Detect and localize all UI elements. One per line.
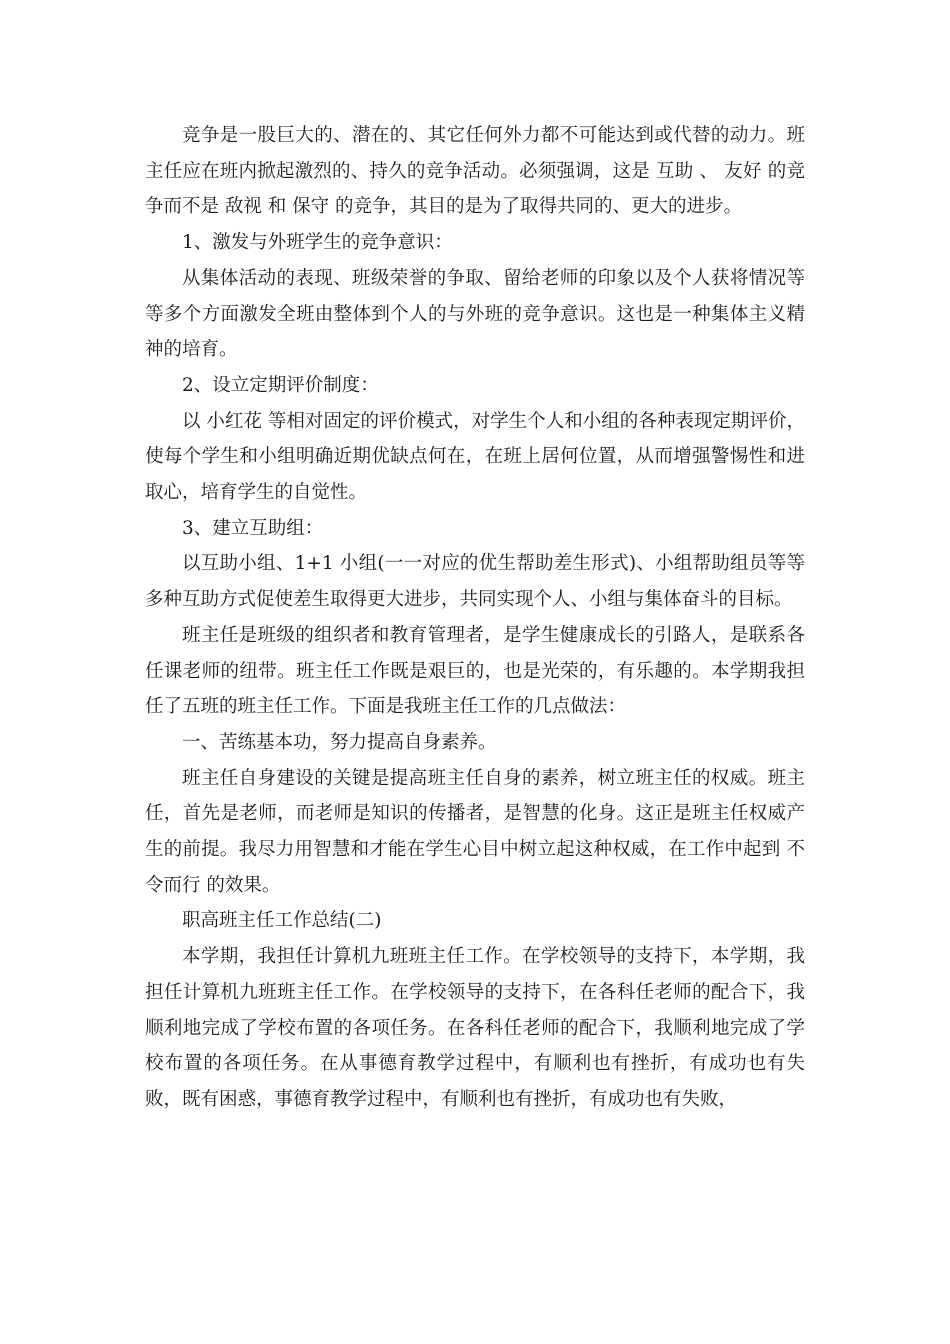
heading-periodic-evaluation: 2、设立定期评价制度： <box>182 374 379 396</box>
heading-mutual-aid-groups: 3、建立互助组： <box>182 517 324 539</box>
paragraph-mutual-aid-groups: 以互助小组、1+1 小组(一一对应的优生帮助差生形式)、小组帮助组员等等多种互助方式促使差生取得更大进步，共同实现个人、小组与集体奋斗的目标。 <box>145 553 805 611</box>
paragraph-competition-intro: 竞争是一股巨大的、潜在的、其它任何外力都不可能达到或代替的动力。班主任应在班内掀起激烈的、持久的竞争活动。必须强调，这是 互助 、 友好 的竞争而不是 敌视 和 保守 的竞争，其目的是为了取得共同的、更大的进步。 <box>145 125 805 218</box>
paragraph-head-teacher-role: 班主任是班级的组织者和教育管理者，是学生健康成长的引路人，是联系各任课老师的纽带。班主任工作既是艰巨的，也是光荣的，有乐趣的。本学期我担任了五班的班主任工作。下面是我班主任工作的几点做法： <box>145 624 805 718</box>
paragraph-summary-two: 本学期，我担任计算机九班班主任工作。在学校领导的支持下，本学期，我担任计算机九班班主任工作。在学校领导的支持下，在各科任老师的配合下，我顺利地完成了学校布置的各项任务。在各科任老师的配合下，我顺利地完成了学校布置的各项任务。在从事德育教学过程中，有顺利也有挫折，有成功也有失败，既有困惑，事德育教学过程中，有顺利也有挫折，有成功也有失败， <box>145 946 805 1110</box>
heading-basic-skills: 一、苦练基本功，努力提高自身素养。 <box>182 731 497 753</box>
paragraph-basic-skills: 班主任自身建设的关键是提高班主任自身的素养，树立班主任的权威。班主任，首先是老师，而老师是知识的传播者，是智慧的化身。这正是班主任权威产生的前提。我尽力用智慧和才能在学生心目中树立起这种权威，在工作中起到 不令而行 的效果。 <box>145 767 805 896</box>
document-body <box>145 118 805 1118</box>
paragraph-external-competition: 从集体活动的表现、班级荣誉的争取、留给老师的印象以及个人获将情况等等多个方面激发全班由整体到个人的与外班的竞争意识。这也是一种集体主义精神的培育。 <box>145 267 805 361</box>
paragraph-periodic-evaluation: 以 小红花 等相对固定的评价模式，对学生个人和小组的各种表现定期评价，使每个学生和小组明确近期优缺点何在，在班上居何位置，从而增强警惕性和进取心，培育学生的自觉性。 <box>145 410 805 504</box>
heading-external-competition: 1、激发与外班学生的竞争意识： <box>182 232 453 254</box>
section-title-summary-two: 职高班主任工作总结(二) <box>182 910 382 932</box>
